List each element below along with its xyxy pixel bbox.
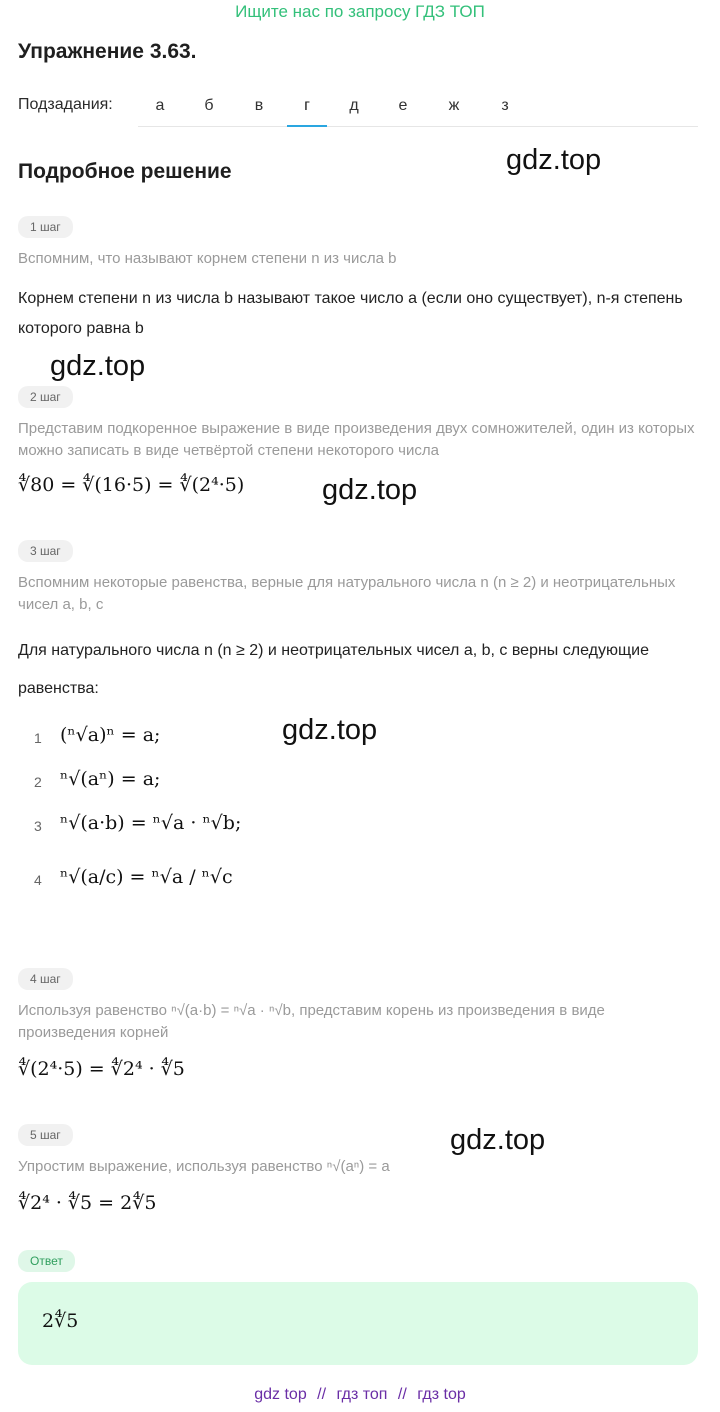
answer-value: 2∜5 (42, 1310, 79, 1332)
step-formula: ∜2⁴ · ∜5 = 2∜5 (18, 1192, 157, 1214)
answer-box (18, 1282, 698, 1365)
footer-link[interactable]: gdz top (254, 1386, 307, 1403)
tab-g[interactable]: г (287, 92, 327, 127)
footer-link[interactable]: гдз top (417, 1386, 466, 1403)
tab-a[interactable]: а (155, 97, 165, 114)
watermark: gdz.top (450, 1124, 546, 1156)
watermark: gdz.top (506, 144, 602, 176)
subtasks-label: Подзадания: (18, 96, 113, 113)
step-text: Корнем степени n из числа b называют такое число a (если оно существует), n-я степень которого равна b (18, 290, 683, 337)
watermark: gdz.top (50, 350, 146, 382)
step-hint: Вспомним, что называют корнем степени n из числа b (18, 250, 397, 267)
step-badge: 3 шаг (18, 540, 73, 562)
rule-number: 2 (34, 774, 42, 790)
footer-links (0, 1386, 720, 1404)
step-text: Для натурального числа n (n ≥ 2) и неотрицательных чисел a, b, c верны следующие равенства: (18, 642, 649, 697)
tab-v[interactable]: в (254, 97, 264, 114)
rule-formula: ⁿ√(a·b) = ⁿ√a · ⁿ√b; (60, 812, 242, 834)
section-title: Подробное решение (18, 160, 232, 183)
watermark: gdz.top (282, 714, 378, 746)
tab-e[interactable]: е (398, 97, 408, 114)
rule-number: 4 (34, 872, 42, 888)
tab-zh[interactable]: ж (448, 97, 460, 114)
step-formula: ∜(2⁴·5) = ∜2⁴ · ∜5 (18, 1058, 185, 1080)
page-title: Упражнение 3.63. (18, 40, 197, 63)
answer-badge: Ответ (18, 1250, 75, 1272)
watermark: gdz.top (322, 474, 418, 506)
tab-b[interactable]: б (204, 97, 214, 114)
footer-separator: // (397, 1386, 407, 1403)
promo-banner-text[interactable]: Ищите нас по запросу ГДЗ ТОП (235, 2, 485, 21)
step-hint: Упростим выражение, используя равенство ⁿ√(aⁿ) = a (18, 1158, 390, 1175)
step-formula: ∜80 = ∜(16·5) = ∜(2⁴·5) (18, 474, 245, 496)
promo-banner[interactable] (0, 0, 720, 24)
step-badge: 4 шаг (18, 968, 73, 990)
step-badge: 5 шаг (18, 1124, 73, 1146)
rule-formula: (ⁿ√a)ⁿ = a; (60, 724, 161, 746)
step-hint: Вспомним некоторые равенства, верные для натурального числа n (n ≥ 2) и неотрицательных чисел a, b, c (18, 574, 676, 613)
rule-number: 1 (34, 730, 42, 746)
rule-formula: ⁿ√(aⁿ) = a; (60, 768, 161, 790)
footer-link[interactable]: гдз топ (336, 1386, 388, 1403)
subtask-tabs (138, 92, 698, 127)
step-hint: Представим подкоренное выражение в виде произведения двух сомножителей, один из которых можно записать в виде четвёртой степени некоторого числа (18, 420, 695, 459)
step-badge: 2 шаг (18, 386, 73, 408)
rule-formula: ⁿ√(a/c) = ⁿ√a / ⁿ√c (60, 866, 233, 888)
tab-z[interactable]: з (501, 97, 509, 114)
step-badge: 1 шаг (18, 216, 73, 238)
footer-separator: // (317, 1386, 327, 1403)
step-hint: Используя равенство ⁿ√(a·b) = ⁿ√a · ⁿ√b, представим корень из произведения в виде произведения корней (18, 1002, 605, 1041)
rule-number: 3 (34, 818, 42, 834)
tab-d[interactable]: д (349, 97, 359, 114)
